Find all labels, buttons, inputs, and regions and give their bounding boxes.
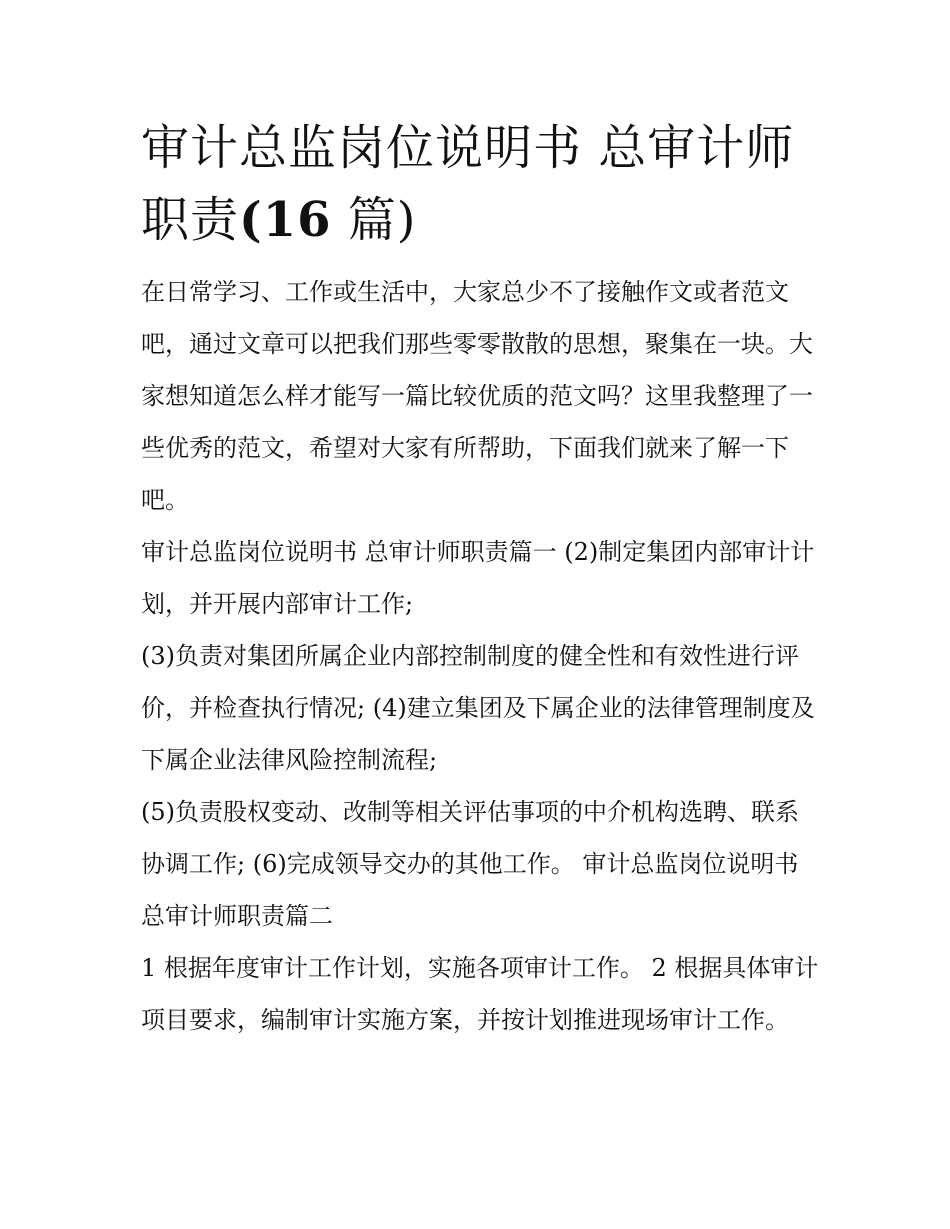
duty-paragraph-3-4: (3)负责对集团所属企业内部控制制度的健全性和有效性进行评价，并检查执行情况; (4)建立集团及下属企业的法律管理制度及下属企业法律风险控制流程; [141,642,815,774]
document-title [141,112,821,256]
title-line-2-count: (16 [239,192,332,248]
section-two-paragraph: 1 根据年度审计工作计划，实施各项审计工作。 2 根据具体审计项目要求，编制审计实施方案，并按计划推进现场审计工作。 [141,954,819,1034]
section-one-paragraph: 审计总监岗位说明书 总审计师职责篇一 (2)制定集团内部审计计划，并开展内部审计工作; [141,538,815,618]
title-line-2-prefix: 职责 [141,192,240,248]
intro-paragraph: 在日常学习、工作或生活中，大家总少不了接触作文或者范文吧，通过文章可以把我们那些零零散散的思想，聚集在一块。大家想知道怎么样才能写一篇比较优质的范文吗？这里我整理了一些优秀的范文，希望对大家有所帮助，下面我们就来了解一下吧。 [141,278,813,514]
document-page [141,112,821,1046]
duty-paragraph-5-6: (5)负责股权变动、改制等相关评估事项的中介机构选聘、联系协调工作; (6)完成领导交办的其他工作。 审计总监岗位说明书 总审计师职责篇二 [141,798,799,930]
title-line-2-suffix: 篇) [331,192,417,248]
title-line-1: 审计总监岗位说明书 总审计师 [141,120,795,176]
